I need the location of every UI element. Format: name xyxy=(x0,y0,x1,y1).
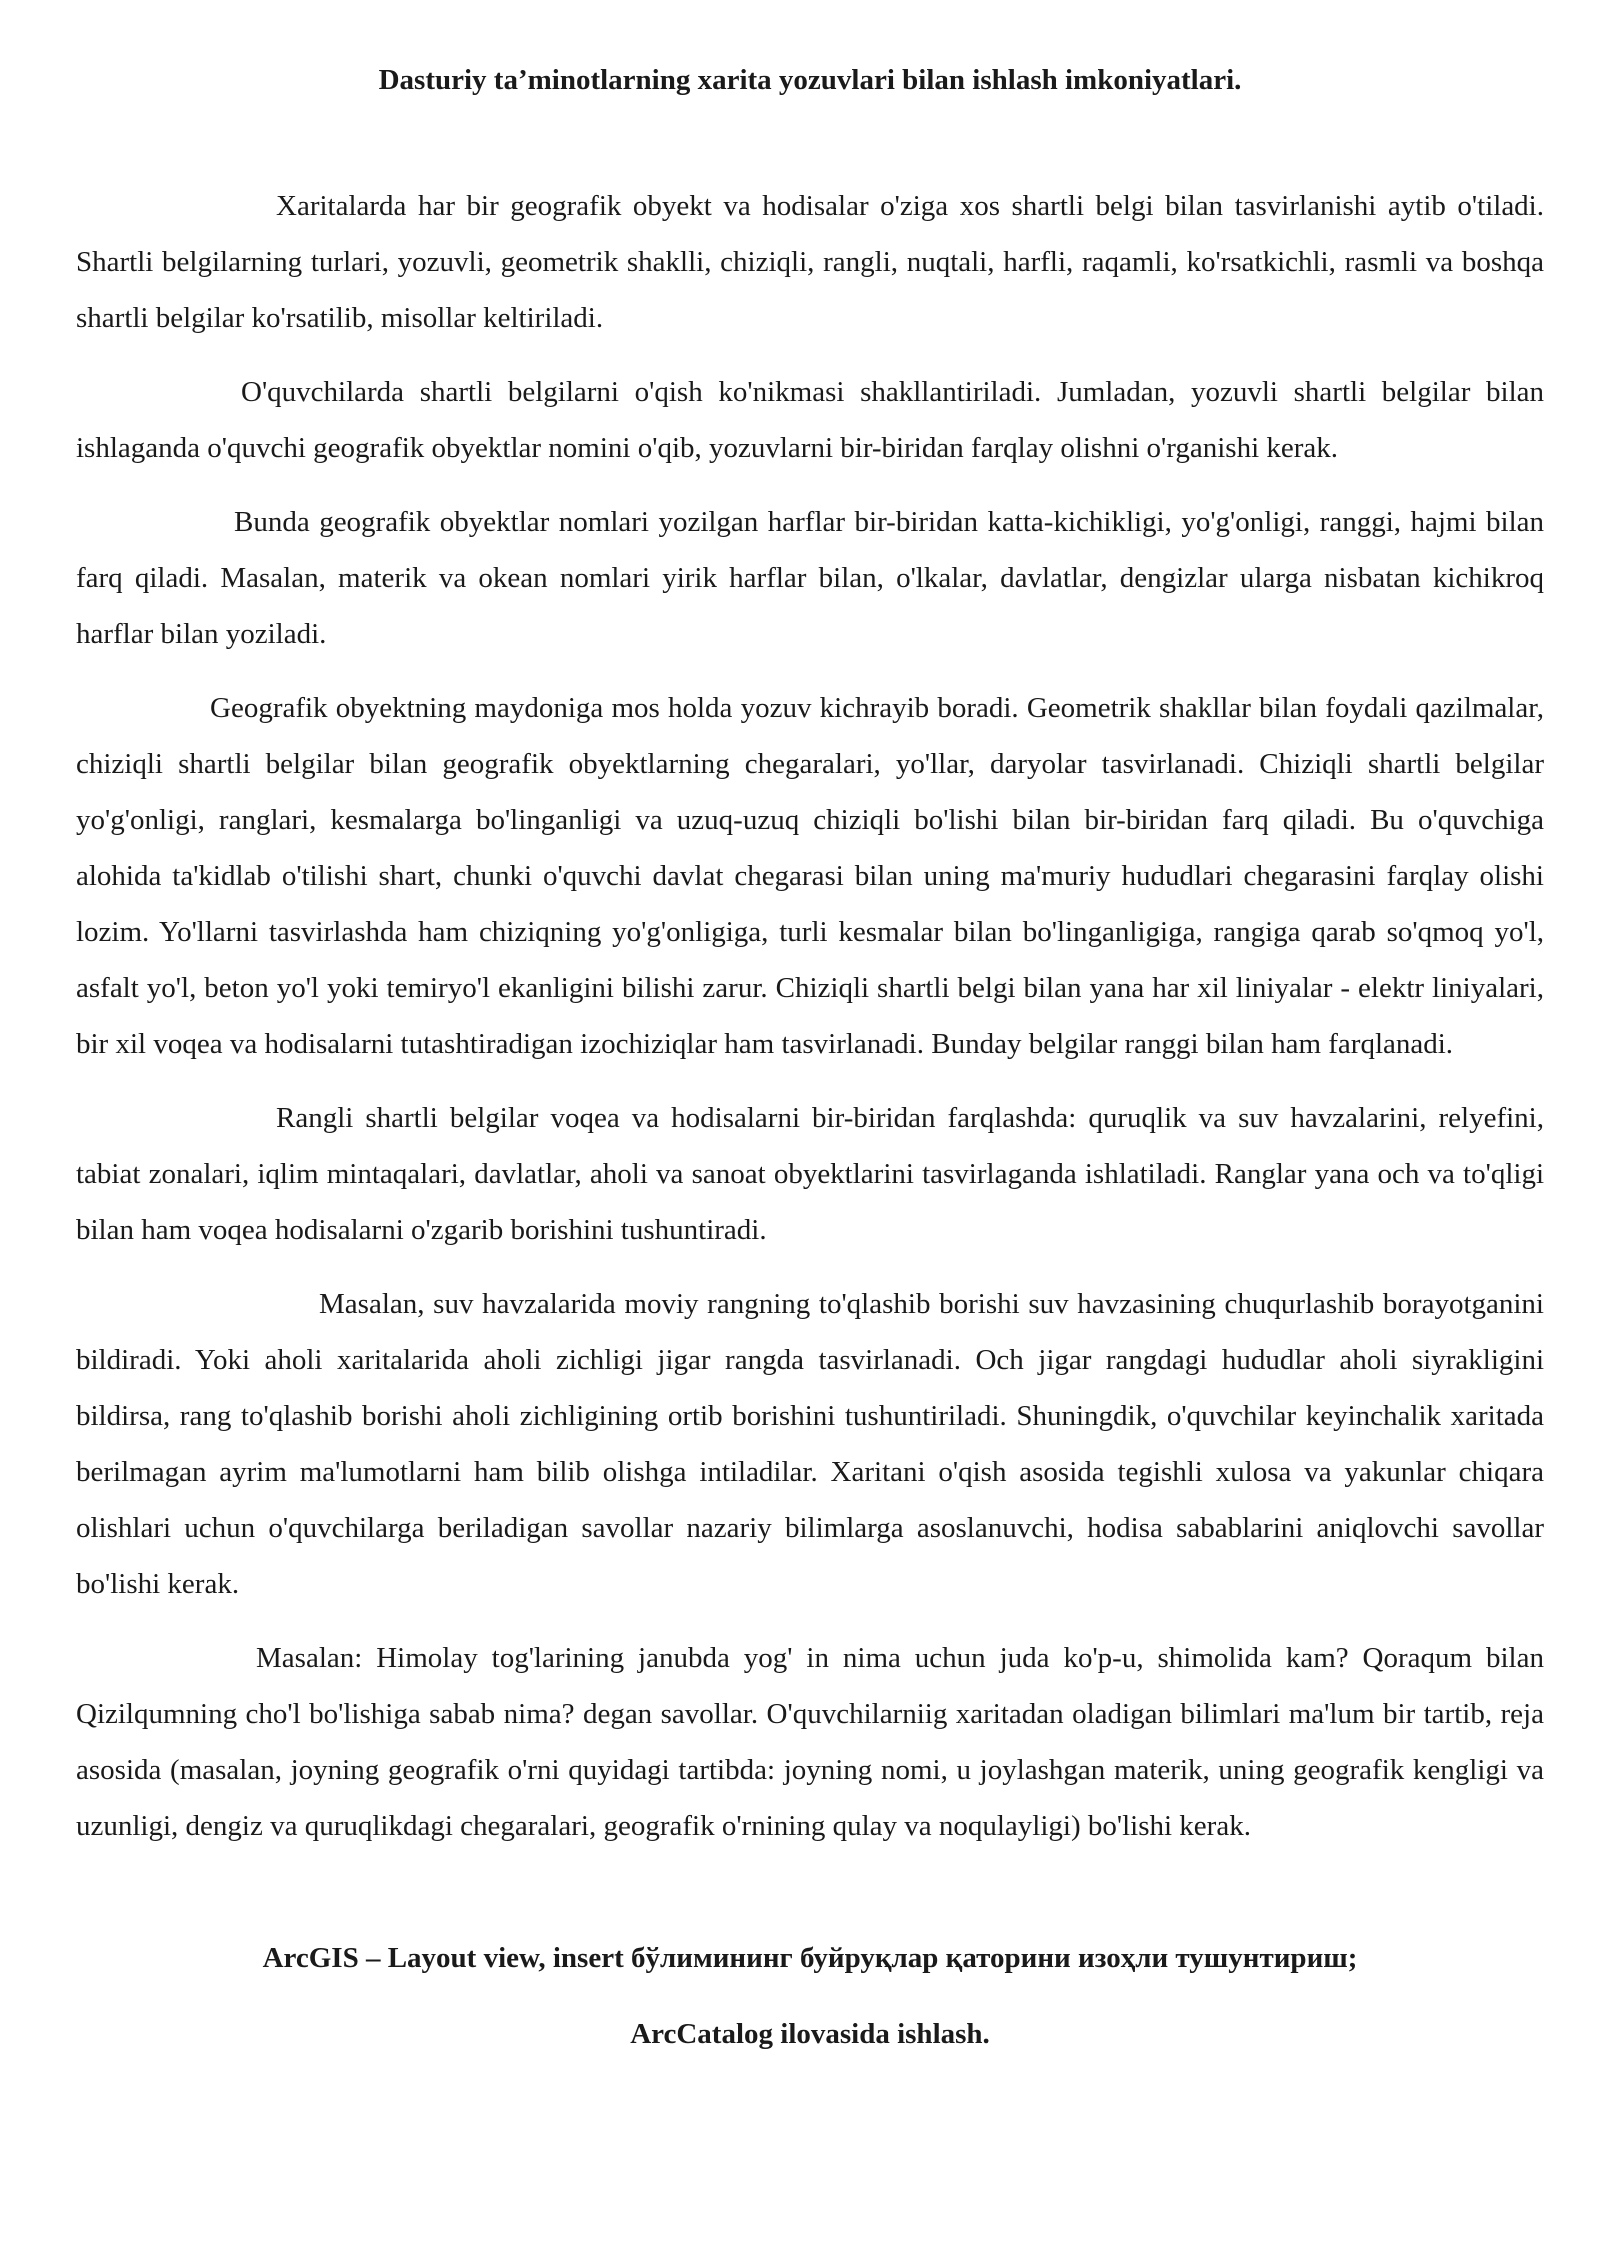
paragraph-5: Rangli shartli belgilar voqea va hodisalarni bir-biridan farqlashda: quruqlik va suv havzalarini, relyefini, tabiat zonalari, iqlim mintaqalari, davlatlar, aholi va sanoat obyektlarini tasvirlaganda ishlatiladi. Ranglar yana och va to'qligi bilan ham voqea hodisalarni o'zgarib borishini tushuntiradi. xyxy=(76,1102,1544,1246)
paragraph-1: Xaritalarda har bir geografik obyekt va hodisalar o'ziga xos shartli belgi bilan tasvirlanishi aytib o'tiladi. Shartli belgilarning turlari, yozuvli, geometrik shaklli, chiziqli, rangli, nuqtali, harfli, raqamli, ko'rsatkichli, rasmli va boshqa shartli belgilar ko'rsatilib, misollar keltiriladi. xyxy=(76,190,1544,334)
arcgis-heading: ArcGIS – Layout view, insert бўлимининг буйруқлар қаторини изоҳли тушунтириш; xyxy=(262,1942,1358,1974)
paragraph-4: Geografik obyektning maydoniga mos holda yozuv kichrayib boradi. Geometrik shakllar bilan foydali qazilmalar, chiziqli shartli belgilar bilan geografik obyektlarning chegaralari, yo'llar, daryolar tasvirlanadi. Chiziqli shartli belgilar yo'g'onligi, ranglari, kesmalarga bo'linganligi va uzuq-uzuq chiziqli bo'lishi bilan bir-biridan farq qiladi. Bu o'quvchiga alohida ta'kidlab o'tilishi shart, chunki o'quvchi davlat chegarasi bilan uning ma'muriy hududlari chegarasini farqlay olishi lozim. Yo'llarni tasvirlashda ham chiziqning yo'g'onligiga, turli kesmalar bilan bo'linganligiga, rangiga qarab so'qmoq yo'l, asfalt yo'l, beton yo'l yoki temiryo'l ekanligini bilishi zarur. Chiziqli shartli belgi bilan yana har xil liniyalar - elektr liniyalari, bir xil voqea va hodisalarni tutashtiradigan izochiziqlar ham tasvirlanadi. Bunday belgilar ranggi bilan ham farqlanadi. xyxy=(76,692,1544,1060)
paragraph-3: Bunda geografik obyektlar nomlari yozilgan harflar bir-biridan katta-kichikligi, yo'g'onligi, ranggi, hajmi bilan farq qiladi. Masalan, materik va okean nomlari yirik harflar bilan, o'lkalar, davlatlar, dengizlar ularga nisbatan kichikroq harflar bilan yoziladi. xyxy=(76,506,1544,650)
document-page xyxy=(76,0,1544,2054)
arccatalog-heading: ArcCatalog ilovasida ishlash. xyxy=(630,2018,990,2050)
paragraph-7: Masalan: Himolay tog'larining janubda yog' in nima uchun juda ko'p-u, shimolida kam? Qoraqum bilan Qizilqumning cho'l bo'lishiga sabab nima? degan savollar. O'quvchilarniig xaritadan oladigan bilimlari ma'lum bir tartib, reja asosida (masalan, joyning geografik o'rni quyidagi tartibda: joyning nomi, u joylashgan materik, uning geografik kengligi va uzunligi, dengiz va quruqlikdagi chegaralari, geografik o'rnining qulay va noqulayligi) bo'lishi kerak. xyxy=(76,1642,1544,1842)
document-title: Dasturiy ta’minotlarning xarita yozuvlari bilan ishlash imkoniyatlari. xyxy=(378,64,1242,96)
paragraph-6: Masalan, suv havzalarida moviy rangning to'qlashib borishi suv havzasining chuqurlashib borayotganini bildiradi. Yoki aholi xaritalarida aholi zichligi jigar rangda tasvirlanadi. Och jigar rangdagi hududlar aholi siyrakligini bildirsa, rang to'qlashib borishi aholi zichligining ortib borishini tushuntiriladi. Shuningdik, o'quvchilar keyinchalik xaritada berilmagan ayrim ma'lumotlarni ham bilib olishga intiladilar. Xaritani o'qish asosida tegishli xulosa va yakunlar chiqara olishlari uchun o'quvchilarga beriladigan savollar nazariy bilimlarga asoslanuvchi, hodisa sabablarini aniqlovchi savollar bo'lishi kerak. xyxy=(76,1288,1544,1600)
paragraph-2: O'quvchilarda shartli belgilarni o'qish ko'nikmasi shakllantiriladi. Jumladan, yozuvli shartli belgilar bilan ishlaganda o'quvchi geografik obyektlar nomini o'qib, yozuvlarni bir-biridan farqlay olishni o'rganishi kerak. xyxy=(76,376,1544,464)
